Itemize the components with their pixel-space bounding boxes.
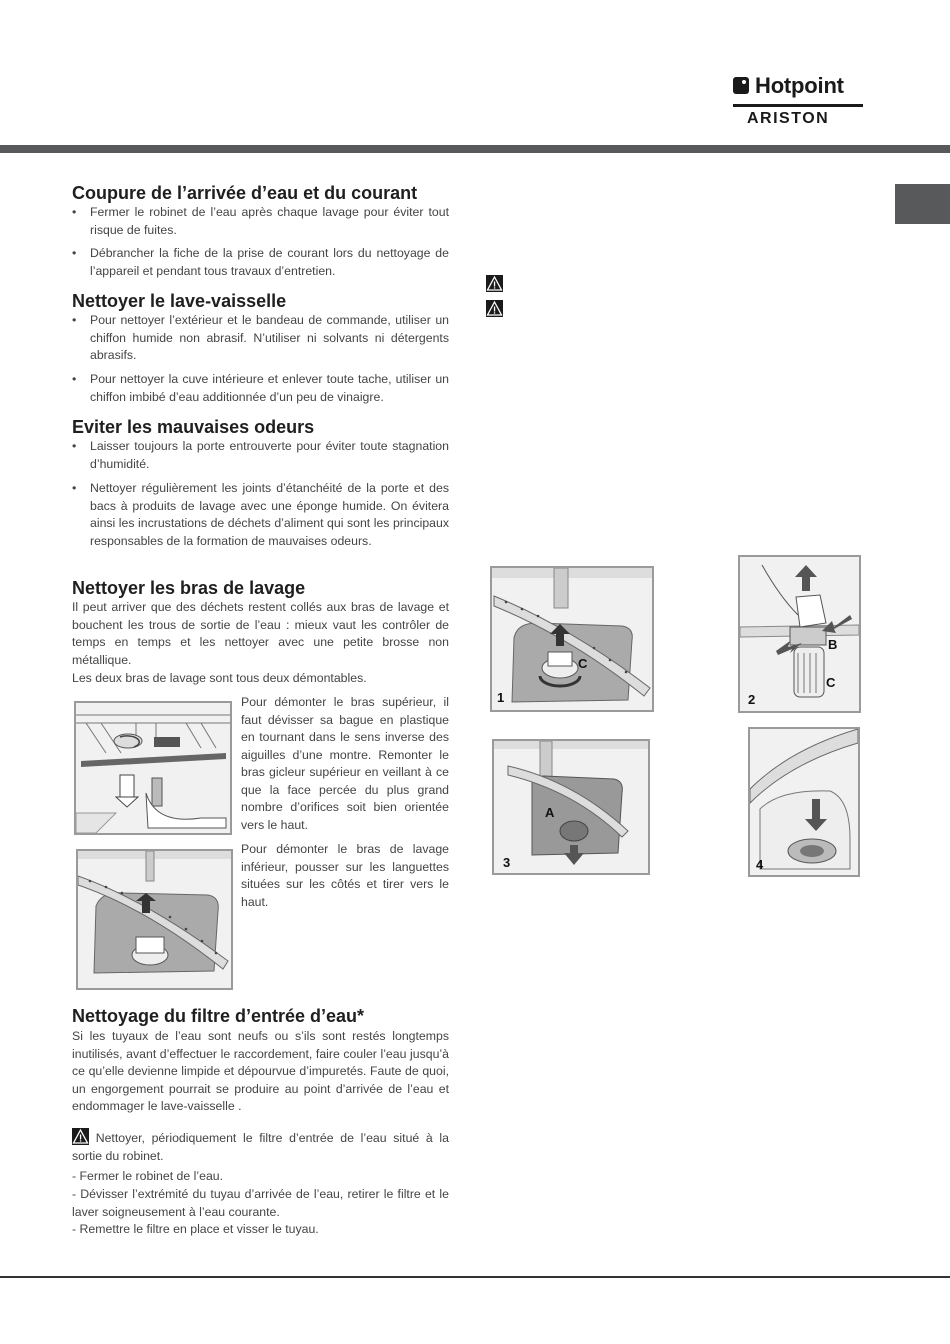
language-tab xyxy=(895,184,950,224)
footer-rule xyxy=(0,1276,950,1278)
inlet-filter-step: - Remettre le filtre en place et visser le tuyau. xyxy=(72,1222,319,1236)
inlet-filter-step: - Dévisser l’extrémité du tuyau d’arrivée de l’eau, retirer le filtre et le laver soigneusement à l’eau courante. xyxy=(72,1187,449,1219)
filter-figure-1 xyxy=(490,566,654,712)
callout-c: C xyxy=(826,675,836,690)
filter-figure-4 xyxy=(748,727,860,877)
upper-spray-arm-figure xyxy=(74,701,232,835)
list-item: • Pour nettoyer la cuve intérieure et enlever toute tache, utiliser un chiffon imbibé d’eau additionnée d’un peu de vinaigre. xyxy=(72,372,449,404)
spray-arms-intro: Il peut arriver que des déchets restent collés aux bras de lavage et bouchent les trous de sortie de l’eau : mieux vaut les contrôler de temps en temps et les nettoyer avec une petite brosse non métallique. xyxy=(72,600,449,667)
figure-number: 3 xyxy=(503,855,511,870)
section-title-odours: Eviter les mauvaises odeurs xyxy=(72,417,315,437)
callout-c: C xyxy=(578,656,588,671)
upper-spray-arm-illustration xyxy=(76,703,230,833)
list-item: • Pour nettoyer l’extérieur et le bandeau de commande, utiliser un chiffon humide non abrasif. N’utiliser ni solvants ni détergents abrasifs. xyxy=(72,313,449,362)
callout-a: A xyxy=(545,805,555,820)
header-bar xyxy=(0,145,950,153)
lower-arm-text: Pour démonter le bras de lavage inférieur, pousser sur les languettes situées sur les côtés et tirer vers le haut. xyxy=(241,842,449,909)
list-item: • Fermer le robinet de l’eau après chaque lavage pour éviter tout risque de fuites. xyxy=(72,205,449,237)
filter-figure-2 xyxy=(738,555,861,713)
brand-name: Hotpoint xyxy=(755,73,844,98)
figure-number: 2 xyxy=(748,692,756,707)
inlet-filter-warning: Nettoyer, périodiquement le filtre d’entrée de l’eau situé à la sortie du robinet. xyxy=(72,1128,449,1165)
upper-arm-text: Pour démonter le bras supérieur, il faut dévisser sa bague en plastique en tournant dans le sens inverse des aiguilles d’une montre. Remonter le bras gicleur supérieur en veillant à ce que la face percée du plus grand nombre d’orifices soit bien orientée vers le haut. xyxy=(241,695,449,832)
inlet-filter-intro: Si les tuyaux de l’eau sont neufs ou s’ils sont restés longtemps inutilisés, avant d’effectuer le raccordement, faire couler l’eau jusqu’à ce qu’elle devienne limpide et dépourvue d’impuretés. Faute de quoi, un engorgement pourrait se produire au point d’arrivée de l’eau et endommager le lave-vaisselle . xyxy=(72,1029,449,1113)
lower-spray-arm-figure xyxy=(76,849,233,990)
logo-rule xyxy=(733,104,863,107)
section-title-water-power: Coupure de l’arrivée d’eau et du courant xyxy=(72,183,418,203)
section-title-spray-arms: Nettoyer les bras de lavage xyxy=(72,578,306,598)
brand-sub: ARISTON xyxy=(747,110,830,127)
warning-icon xyxy=(72,1128,89,1145)
brand-logo xyxy=(733,73,863,133)
warning-icon xyxy=(486,275,503,294)
filter-figure-3 xyxy=(492,739,650,875)
list-item: • Débrancher la fiche de la prise de courant lors du nettoyage de l’appareil et pendant tous travaux d’entretien. xyxy=(72,246,449,278)
logo-mark-icon xyxy=(733,77,749,94)
figure-number: 1 xyxy=(497,690,505,705)
lower-spray-arm-illustration xyxy=(78,851,231,988)
section-title-inlet-filter: Nettoyage du filtre d’entrée d’eau* xyxy=(72,1006,365,1026)
callout-b: B xyxy=(828,637,838,652)
spray-arms-removable: Les deux bras de lavage sont tous deux démontables. xyxy=(72,671,367,685)
warning-icon xyxy=(486,300,503,319)
list-item: • Laisser toujours la porte entrouverte pour éviter toute stagnation d’humidité. xyxy=(72,439,449,471)
section-title-clean: Nettoyer le lave-vaisselle xyxy=(72,291,287,311)
inlet-filter-step: - Fermer le robinet de l’eau. xyxy=(72,1169,224,1183)
list-item: • Nettoyer régulièrement les joints d’étanchéité de la porte et des bacs à produits de lavage avec une éponge humide. On évitera ainsi les incrustations de déchets d’aliment qui sont les principaux responsables de la formation de mauvaises odeurs. xyxy=(72,481,449,548)
figure-number: 4 xyxy=(756,857,764,872)
